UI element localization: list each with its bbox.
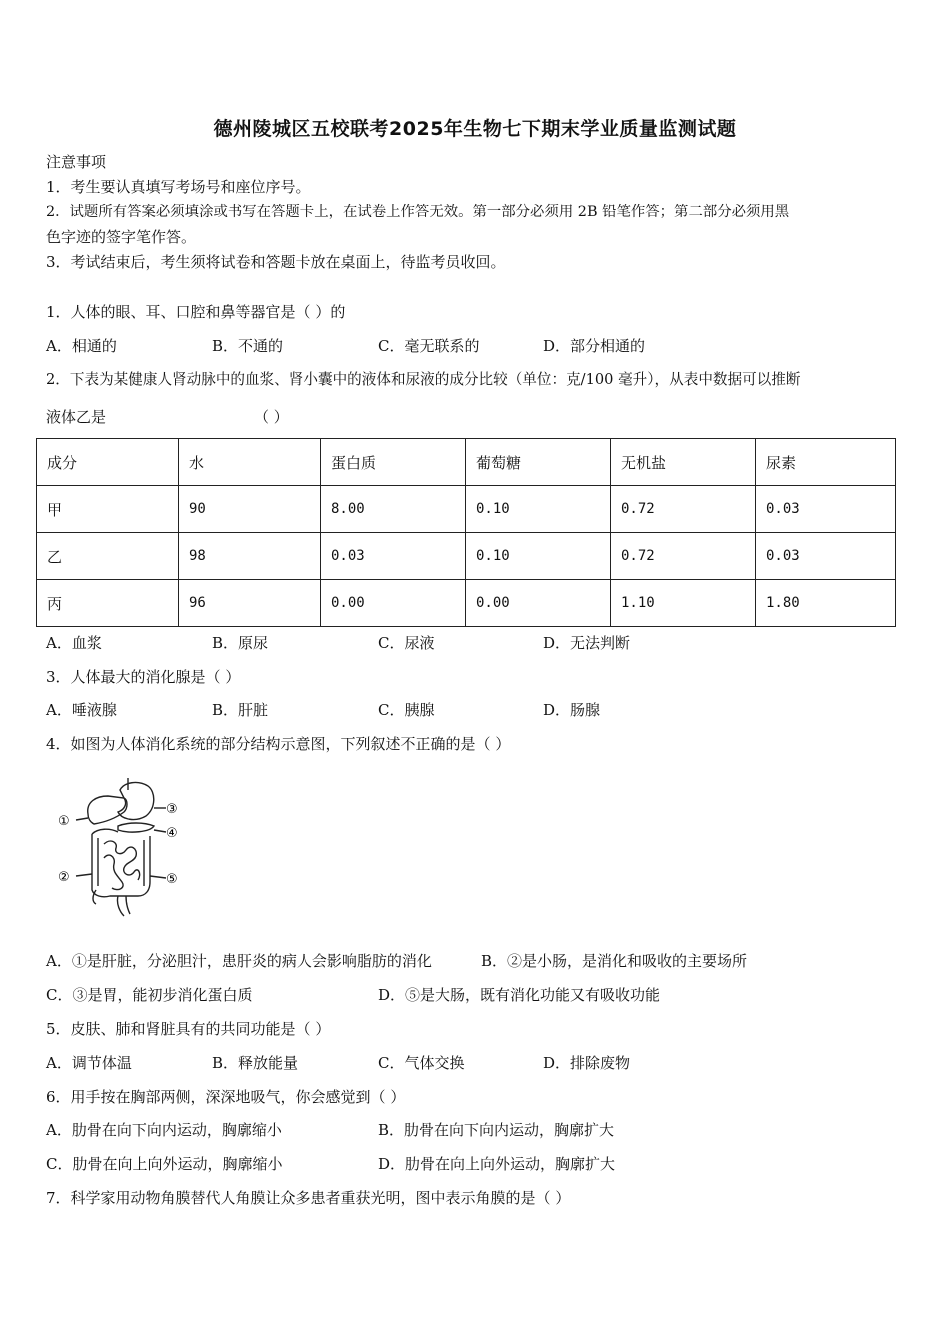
q3-option-c: C．胰腺 bbox=[378, 701, 435, 719]
q2-stem: 2．下表为某健康人肾动脉中的血浆、肾小囊中的液体和尿液的成分比较（单位：克/100 毫升），从表中数据可以推断 bbox=[46, 371, 801, 388]
table-header-cell: 葡萄糖 bbox=[466, 439, 611, 486]
q4-option-a: A．①是肝脏，分泌胆汁，患肝炎的病人会影响脂肪的消化 bbox=[46, 952, 432, 970]
q4-stem: 4．如图为人体消化系统的部分结构示意图，下列叙述不正确的是（ ） bbox=[46, 735, 511, 753]
q2-stem-cont: 液体乙是 bbox=[46, 408, 107, 426]
q4-option-d: D．⑤是大肠，既有消化功能又有吸收功能 bbox=[378, 986, 661, 1004]
q2-option-a: A．血浆 bbox=[46, 634, 102, 652]
table-cell: 0.72 bbox=[611, 533, 756, 580]
table-cell: 0.03 bbox=[756, 486, 896, 533]
table-header-cell: 尿素 bbox=[756, 439, 896, 486]
table-header-row bbox=[37, 439, 896, 486]
q3-stem: 3．人体最大的消化腺是（ ） bbox=[46, 668, 241, 686]
q3-option-a: A．唾液腺 bbox=[46, 701, 117, 719]
q4-option-c: C．③是胃，能初步消化蛋白质 bbox=[46, 986, 253, 1004]
q1-option-c: C．毫无联系的 bbox=[378, 337, 480, 355]
table-cell: 90 bbox=[179, 486, 321, 533]
q5-option-b: B．释放能量 bbox=[212, 1054, 299, 1072]
q1-option-b: B．不通的 bbox=[212, 337, 284, 355]
figure-label: ③ bbox=[166, 802, 178, 817]
table-header-cell: 水 bbox=[179, 439, 321, 486]
table-header-cell: 无机盐 bbox=[611, 439, 756, 486]
q6-option-b: B．肋骨在向下向内运动，胸廓扩大 bbox=[378, 1121, 615, 1139]
q2-data-table bbox=[36, 438, 896, 627]
table-row bbox=[37, 580, 896, 627]
table-cell: 乙 bbox=[37, 533, 179, 580]
figure-label: ⑤ bbox=[166, 872, 178, 887]
q2-option-c: C．尿液 bbox=[378, 634, 435, 652]
page-title: 德州陵城区五校联考2025年生物七下期末学业质量监测试题 bbox=[213, 118, 737, 140]
table-cell: 0.03 bbox=[321, 533, 466, 580]
q2-option-d: D．无法判断 bbox=[543, 634, 631, 652]
q7-stem: 7．科学家用动物角膜替代人角膜让众多患者重获光明，图中表示角膜的是（ ） bbox=[46, 1189, 571, 1207]
table-cell: 96 bbox=[179, 580, 321, 627]
table-cell: 0.03 bbox=[756, 533, 896, 580]
notice-item-2: 2．试题所有答案必须填涂或书写在答题卡上，在试卷上作答无效。第一部分必须用 2B 铅笔作答；第二部分必须用黑 bbox=[46, 204, 790, 220]
notice-item-3: 3．考试结束后，考生须将试卷和答题卡放在桌面上，待监考员收回。 bbox=[46, 253, 506, 271]
table-cell: 1.10 bbox=[611, 580, 756, 627]
q2-option-b: B．原尿 bbox=[212, 634, 269, 652]
table-cell: 98 bbox=[179, 533, 321, 580]
q3-option-b: B．肝脏 bbox=[212, 701, 269, 719]
q2-answer-paren: （ ） bbox=[254, 408, 289, 426]
table-cell: 0.72 bbox=[611, 486, 756, 533]
q6-option-d: D．肋骨在向上向外运动，胸廓扩大 bbox=[378, 1155, 616, 1173]
table-cell: 丙 bbox=[37, 580, 179, 627]
table-cell: 甲 bbox=[37, 486, 179, 533]
figure-label: ④ bbox=[166, 826, 178, 841]
q6-option-c: C．肋骨在向上向外运动，胸廓缩小 bbox=[46, 1155, 283, 1173]
q1-option-a: A．相通的 bbox=[46, 337, 117, 355]
table-cell: 0.10 bbox=[466, 486, 611, 533]
q4-option-b: B．②是小肠，是消化和吸收的主要场所 bbox=[481, 952, 748, 970]
figure-label: ② bbox=[58, 870, 70, 885]
q5-stem: 5．皮肤、肺和肾脏具有的共同功能是（ ） bbox=[46, 1020, 331, 1038]
table-header-cell: 蛋白质 bbox=[321, 439, 466, 486]
notice-item-2-cont: 色字迹的签字笔作答。 bbox=[46, 228, 197, 246]
notice-item-1: 1．考生要认真填写考场号和座位序号。 bbox=[46, 178, 311, 196]
q1-stem: 1．人体的眼、耳、口腔和鼻等器官是（ ）的 bbox=[46, 303, 346, 321]
digestive-system-figure bbox=[58, 778, 190, 922]
table-cell: 0.00 bbox=[466, 580, 611, 627]
table-row bbox=[37, 533, 896, 580]
q5-option-a: A．调节体温 bbox=[46, 1054, 132, 1072]
figure-label: ① bbox=[58, 814, 70, 829]
q6-option-a: A．肋骨在向下向内运动，胸廓缩小 bbox=[46, 1121, 282, 1139]
table-cell: 0.10 bbox=[466, 533, 611, 580]
table-row bbox=[37, 486, 896, 533]
q3-option-d: D．肠腺 bbox=[543, 701, 601, 719]
q5-option-d: D．排除废物 bbox=[543, 1054, 631, 1072]
notice-heading: 注意事项 bbox=[46, 153, 107, 171]
table-cell: 1.80 bbox=[756, 580, 896, 627]
q1-option-d: D．部分相通的 bbox=[543, 337, 646, 355]
q5-option-c: C．气体交换 bbox=[378, 1054, 465, 1072]
table-cell: 8.00 bbox=[321, 486, 466, 533]
table-header-cell: 成分 bbox=[37, 439, 179, 486]
table-cell: 0.00 bbox=[321, 580, 466, 627]
q6-stem: 6．用手按在胸部两侧，深深地吸气，你会感觉到（ ） bbox=[46, 1088, 406, 1106]
